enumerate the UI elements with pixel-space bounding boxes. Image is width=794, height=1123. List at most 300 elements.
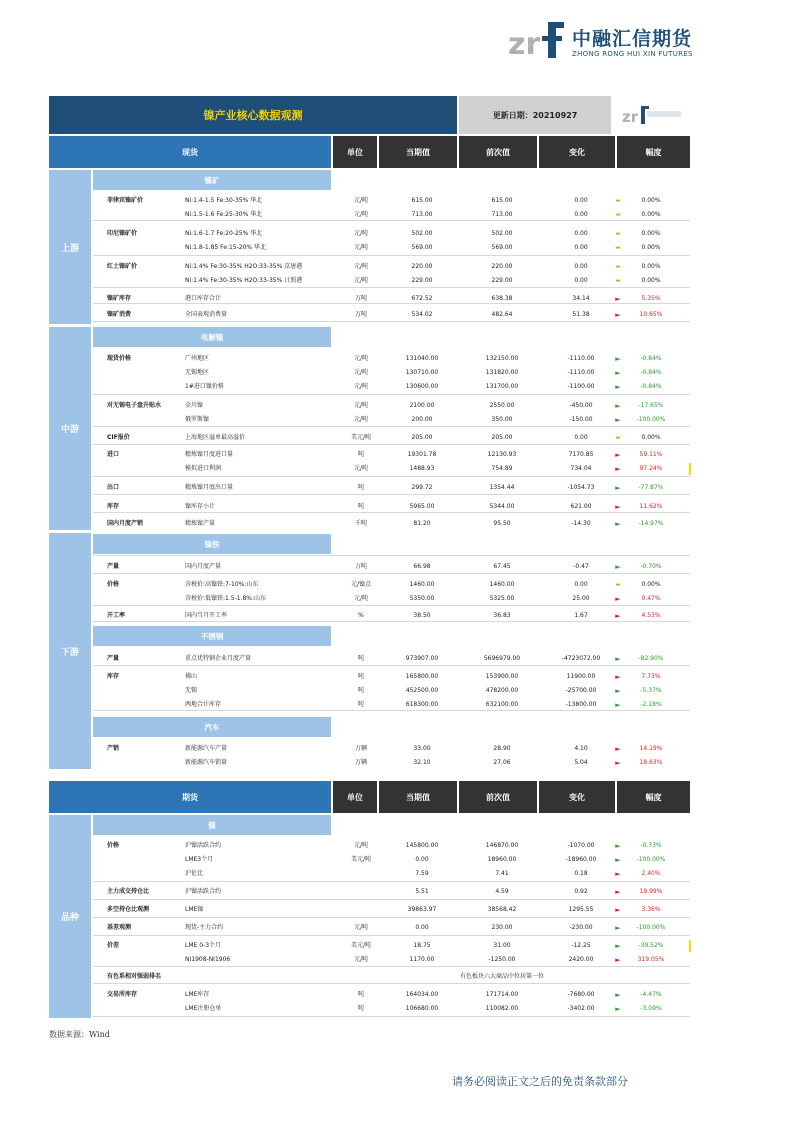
row-percent-change: -5.37% — [640, 687, 662, 694]
down-arrow-icon: ► — [615, 991, 621, 999]
row-change-value: 51.38 — [572, 311, 590, 318]
row-change-value: 0.00 — [574, 581, 588, 588]
row-previous-value: 5325.00 — [489, 595, 515, 602]
table-row — [93, 260, 690, 274]
row-category: 出口 — [107, 484, 120, 491]
row-category: 多空持仓比观测 — [107, 906, 150, 913]
spot-header-row — [49, 136, 690, 168]
row-change-value: -0.47 — [573, 563, 589, 570]
row-current-value: 165800.00 — [405, 673, 439, 680]
row-percent-change: 19.99% — [639, 888, 663, 895]
svg-text:zr: zr — [621, 108, 638, 126]
row-category: 产销 — [107, 745, 120, 752]
row-current-value: 1488.93 — [409, 465, 435, 472]
down-arrow-icon: ► — [615, 655, 621, 663]
table-row — [93, 578, 690, 592]
row-category: 开工率 — [107, 612, 126, 619]
row-current-value: 81.20 — [413, 520, 431, 527]
row-item: 模拟进口利润 — [185, 465, 222, 472]
row-percent-change: 59.11% — [639, 451, 663, 458]
down-arrow-icon: ► — [615, 416, 621, 424]
table-row — [93, 742, 690, 756]
futures-section-header: 期货 — [49, 781, 331, 813]
row-unit: 万吨 — [354, 295, 367, 302]
row-category: 菲律宾镍矿价 — [107, 197, 144, 204]
row-percent-change: 319.05% — [637, 956, 665, 963]
up-arrow-icon: ► — [615, 311, 621, 319]
row-divider — [93, 917, 690, 918]
row-note: 有色板块六大商品中位居第一位 — [459, 973, 544, 980]
row-change-value: -1054.73 — [567, 484, 595, 491]
row-unit: 元/吨 — [353, 230, 369, 237]
table-row — [93, 1002, 690, 1016]
row-previous-value: 95.50 — [493, 520, 511, 527]
sub-ferronickel: 镍铁 — [93, 534, 331, 554]
row-category: 基差观测 — [107, 924, 132, 931]
row-previous-value: 615.00 — [491, 197, 513, 204]
row-change-value: -14.30 — [571, 520, 591, 527]
row-divider — [93, 710, 690, 711]
row-percent-change: 0.00% — [641, 244, 661, 251]
row-previous-value: 5696979.00 — [483, 655, 521, 662]
sub-nickel: 镍 — [93, 815, 331, 835]
row-change-value: -1100.00 — [567, 383, 595, 390]
row-previous-value: 18960.00 — [487, 856, 517, 863]
row-current-value: 1170.00 — [409, 956, 435, 963]
table-row — [93, 227, 690, 241]
down-arrow-icon: ► — [615, 563, 621, 571]
down-arrow-icon: ► — [615, 484, 621, 492]
table-row — [93, 194, 690, 208]
row-current-value: 145800.00 — [405, 842, 439, 849]
row-unit: 元/吨 — [353, 244, 369, 251]
pct-header: 幅度 — [617, 136, 690, 168]
row-current-value: 38.50 — [413, 612, 431, 619]
row-previous-value: 638.38 — [491, 295, 513, 302]
flat-dash-icon: ▬ — [615, 582, 621, 588]
update-date: 更新日期：20210927 — [459, 96, 611, 134]
row-unit: % — [358, 612, 364, 619]
row-unit: 吨 — [357, 687, 364, 694]
row-current-value: 39863.97 — [407, 906, 437, 913]
row-current-value: 618300.00 — [405, 701, 439, 708]
row-change-value: -230.00 — [569, 924, 593, 931]
current-header: 当期值 — [379, 781, 457, 813]
row-category: 主力成交持仓比 — [107, 888, 150, 895]
row-current-value: 205.00 — [411, 434, 433, 441]
up-arrow-icon: ► — [615, 759, 621, 767]
row-change-value: 0.00 — [574, 230, 588, 237]
row-item: Ni:1.6-1.7 Fe:20-25% 华北 — [185, 230, 263, 237]
flat-dash-icon: ▬ — [615, 198, 621, 204]
row-item: 含税价:高镍铁:7-10%:山东 — [185, 581, 259, 588]
row-change-value: -7680.00 — [567, 991, 595, 998]
table-row — [93, 684, 690, 698]
row-previous-value: 171714.00 — [485, 991, 519, 998]
row-percent-change: 0.00% — [641, 434, 661, 441]
row-item: 沪镍活跃合约 — [185, 888, 222, 895]
table-row — [93, 970, 690, 984]
sub-auto: 汽车 — [93, 717, 331, 737]
row-item: 两地合计库存 — [185, 701, 222, 708]
down-arrow-icon: ► — [615, 383, 621, 391]
row-current-value: 220.00 — [411, 263, 433, 270]
row-change-value: 0.00 — [574, 244, 588, 251]
row-percent-change: 0.00% — [641, 197, 661, 204]
row-item: 新能源汽车产量 — [185, 745, 228, 752]
row-percent-change: -0.84% — [640, 383, 662, 390]
row-current-value: 106680.00 — [405, 1005, 439, 1012]
row-item: 全国表观消费量 — [185, 311, 228, 318]
row-previous-value: 36.83 — [493, 612, 511, 619]
row-unit: 万吨 — [354, 311, 367, 318]
flat-dash-icon: ▬ — [615, 245, 621, 251]
row-percent-change: 14.19% — [639, 745, 663, 752]
row-change-value: -13800.00 — [565, 701, 597, 708]
down-arrow-icon: ► — [615, 687, 621, 695]
row-item: LME镍 — [185, 906, 204, 913]
row-unit: 吨 — [357, 1005, 364, 1012]
row-item: LME库存 — [185, 991, 210, 998]
sub-ore: 镍矿 — [93, 170, 331, 190]
row-percent-change: -4.47% — [640, 991, 662, 998]
table-row — [93, 399, 690, 413]
row-category: 镍矿消费 — [107, 311, 132, 318]
row-divider — [93, 426, 690, 427]
row-divider — [93, 555, 690, 556]
row-previous-value: 131820.00 — [485, 369, 519, 376]
table-row — [93, 380, 690, 394]
row-unit: 元/吨 — [353, 924, 369, 931]
row-current-value: 502.00 — [411, 230, 433, 237]
row-current-value: 164034.00 — [405, 991, 439, 998]
row-percent-change: 0.00% — [641, 211, 661, 218]
row-percent-change: 3.36% — [641, 906, 661, 913]
row-unit: 吨 — [357, 451, 364, 458]
row-change-value: 0.00 — [574, 263, 588, 270]
row-current-value: 33.00 — [413, 745, 431, 752]
row-item: 含税价:低镍铁:1.5-1.8%:山东 — [185, 595, 267, 602]
unit-header: 单位 — [333, 136, 377, 168]
row-percent-change: 0.00% — [641, 230, 661, 237]
row-previous-value: 230.00 — [491, 924, 513, 931]
data-source: 数据来源：Wind — [49, 1030, 110, 1039]
down-arrow-icon: ► — [615, 1005, 621, 1013]
previous-header: 前次值 — [459, 136, 537, 168]
row-item: 俄罗斯镍 — [185, 416, 210, 423]
up-arrow-icon: ► — [615, 888, 621, 896]
row-unit: 元/吨 — [353, 197, 369, 204]
down-arrow-icon: ► — [615, 856, 621, 864]
row-divider — [93, 605, 690, 606]
row-previous-value: 205.00 — [491, 434, 513, 441]
row-change-value: 34.14 — [572, 295, 590, 302]
up-arrow-icon: ► — [615, 595, 621, 603]
row-divider — [93, 573, 690, 574]
row-item: LME注册仓单 — [185, 1005, 222, 1012]
row-percent-change: 2.40% — [641, 870, 661, 877]
row-change-value: 7170.85 — [568, 451, 594, 458]
row-current-value: 200.00 — [411, 416, 433, 423]
table-row — [93, 517, 690, 531]
row-previous-value: 2550.00 — [489, 402, 515, 409]
row-unit: 元/吨 — [353, 416, 369, 423]
row-category: 产量 — [107, 563, 120, 570]
row-unit: 元/吨 — [353, 263, 369, 270]
row-percent-change: -0.73% — [640, 842, 662, 849]
row-current-value: 713.00 — [411, 211, 433, 218]
row-percent-change: -0.84% — [640, 369, 662, 376]
row-previous-value: 27.06 — [493, 759, 511, 766]
spot-section-header: 现货 — [49, 136, 331, 168]
row-unit: 吨 — [357, 673, 364, 680]
row-category: 镍矿库存 — [107, 295, 132, 302]
group-variety: 品种 — [49, 815, 91, 1018]
row-unit: 吨 — [357, 484, 364, 491]
down-arrow-icon: ► — [615, 701, 621, 709]
highlight-marker — [689, 940, 691, 952]
company-logo — [508, 20, 698, 64]
flat-dash-icon: ▬ — [615, 231, 621, 237]
row-unit: 吨 — [357, 701, 364, 708]
row-previous-value: 110082.00 — [485, 1005, 519, 1012]
group-downstream: 下游 — [49, 533, 91, 769]
row-divider — [93, 494, 690, 495]
row-item: 国内当月开工率 — [185, 612, 228, 619]
row-current-value: 7.59 — [415, 870, 429, 877]
row-percent-change: -39.52% — [638, 942, 664, 949]
row-category: 价差 — [107, 942, 120, 949]
row-percent-change: 4.53% — [641, 612, 661, 619]
change-header: 变化 — [539, 136, 615, 168]
flat-dash-icon: ▬ — [615, 278, 621, 284]
row-previous-value: 1354.44 — [489, 484, 515, 491]
table-row — [93, 839, 690, 853]
futures-header-row — [49, 781, 690, 813]
down-arrow-icon: ► — [615, 369, 621, 377]
up-arrow-icon: ► — [615, 612, 621, 620]
row-item: 无锡地区 — [185, 369, 210, 376]
row-percent-change: -82.90% — [638, 655, 664, 662]
row-percent-change: -100.00% — [636, 856, 666, 863]
row-item: 精炼镍月度出口量 — [185, 484, 234, 491]
row-item: Ni:1.4-1.5 Fe:30-35% 华北 — [185, 197, 263, 204]
row-divider — [93, 444, 690, 445]
down-arrow-icon: ► — [615, 942, 621, 950]
row-percent-change: 0.00% — [641, 581, 661, 588]
up-arrow-icon: ► — [615, 956, 621, 964]
row-percent-change: -14.97% — [638, 520, 664, 527]
row-current-value: 534.02 — [411, 311, 433, 318]
logo-en-text: ZHONG RONG HUI XIN FUTURES — [572, 50, 693, 58]
row-item: 国内月度产量 — [185, 563, 222, 570]
row-previous-value: 31.00 — [493, 942, 511, 949]
row-divider — [93, 899, 690, 900]
row-percent-change: -77.87% — [638, 484, 664, 491]
table-row — [93, 652, 690, 666]
row-divider — [93, 935, 690, 936]
row-item: 港口库存合计 — [185, 295, 222, 302]
row-category: 价格 — [107, 581, 120, 588]
table-row — [93, 939, 690, 953]
row-change-value: 1295.55 — [568, 906, 594, 913]
row-change-value: 621.00 — [570, 503, 592, 510]
row-change-value: 4.10 — [574, 745, 588, 752]
row-percent-change: 0.00% — [641, 263, 661, 270]
table-row — [93, 462, 690, 476]
row-category: 对无锡电子盘升贴水 — [107, 402, 162, 409]
row-category: 红土镍矿价 — [107, 263, 138, 270]
row-percent-change: -3.09% — [640, 1005, 662, 1012]
row-unit: 万吨 — [354, 563, 367, 570]
logo-cn-text: 中融汇信期货 — [572, 28, 693, 50]
row-current-value: 2100.00 — [409, 402, 435, 409]
row-unit: 元/吨 — [353, 277, 369, 284]
flat-dash-icon: ▬ — [615, 212, 621, 218]
svg-text:zr: zr — [508, 27, 541, 60]
row-change-value: -1110.00 — [567, 369, 595, 376]
row-change-value: -150.00 — [569, 416, 593, 423]
row-change-value: 0.00 — [574, 211, 588, 218]
down-arrow-icon: ► — [615, 842, 621, 850]
row-divider — [93, 476, 690, 477]
row-previous-value: 502.00 — [491, 230, 513, 237]
row-category: CIF报价 — [107, 434, 130, 441]
row-previous-value: -1250.00 — [488, 956, 516, 963]
table-row — [93, 241, 690, 255]
row-change-value: -12.25 — [571, 942, 591, 949]
row-previous-value: 4.59 — [495, 888, 509, 895]
down-arrow-icon: ► — [615, 924, 621, 932]
flat-dash-icon: ▬ — [615, 264, 621, 270]
row-previous-value: 146870.00 — [485, 842, 519, 849]
row-previous-value: 12130.93 — [487, 451, 517, 458]
row-unit: 元/吨 — [353, 383, 369, 390]
row-previous-value: 67.45 — [493, 563, 511, 570]
row-unit: 元/吨 — [353, 355, 369, 362]
row-category: 产量 — [107, 655, 120, 662]
down-arrow-icon: ► — [615, 355, 621, 363]
row-change-value: -1110.00 — [567, 355, 595, 362]
row-divider — [93, 220, 690, 221]
zrf-logo-icon — [508, 20, 566, 60]
row-previous-value: 1460.00 — [489, 581, 515, 588]
row-current-value: 19301.78 — [407, 451, 437, 458]
row-unit: 美元/吨 — [350, 434, 372, 441]
row-current-value: 5965.00 — [409, 503, 435, 510]
row-item: NI1908-NI1906 — [185, 956, 231, 963]
row-percent-change: -2.18% — [640, 701, 662, 708]
row-item: 金川镍 — [185, 402, 204, 409]
row-unit: 千吨 — [354, 520, 367, 527]
row-change-value: 0.00 — [574, 197, 588, 204]
row-unit: 元/吨 — [353, 842, 369, 849]
row-percent-change: -0.84% — [640, 355, 662, 362]
row-unit: 万辆 — [354, 759, 367, 766]
row-percent-change: 0.00% — [641, 277, 661, 284]
row-item: 新能源汽车销量 — [185, 759, 228, 766]
row-previous-value: 350.00 — [491, 416, 513, 423]
table-row — [93, 352, 690, 366]
row-divider — [93, 287, 690, 288]
row-previous-value: 229.00 — [491, 277, 513, 284]
table-row — [93, 921, 690, 935]
table-row — [93, 592, 690, 606]
row-category: 进口 — [107, 451, 120, 458]
table-row — [93, 308, 690, 322]
current-header: 当期值 — [379, 136, 457, 168]
group-upstream: 上游 — [49, 170, 91, 324]
row-divider — [93, 255, 690, 256]
row-current-value: 131040.00 — [405, 355, 439, 362]
row-divider — [93, 321, 690, 322]
up-arrow-icon: ► — [615, 673, 621, 681]
pct-header: 幅度 — [617, 781, 690, 813]
row-item: LME3个月 — [185, 856, 214, 863]
row-change-value: 5.04 — [574, 759, 588, 766]
row-percent-change: -100.00% — [636, 924, 666, 931]
row-current-value: 973907.00 — [405, 655, 439, 662]
table-row — [93, 366, 690, 380]
row-change-value: -25700.00 — [565, 687, 597, 694]
row-category: 库存 — [107, 673, 120, 680]
row-change-value: -18960.00 — [565, 856, 597, 863]
unit-header: 单位 — [333, 781, 377, 813]
row-previous-value: 7.41 — [495, 870, 509, 877]
row-item: 现货-主力合约 — [185, 924, 224, 931]
row-divider — [93, 881, 690, 882]
row-percent-change: -17.65% — [638, 402, 664, 409]
row-percent-change: -0.70% — [640, 563, 662, 570]
row-item: 重点优特钢企业月度产量 — [185, 655, 252, 662]
row-previous-value: 38568.42 — [487, 906, 517, 913]
row-unit: 美元/吨 — [350, 942, 372, 949]
row-change-value: -450.00 — [569, 402, 593, 409]
up-arrow-icon: ► — [615, 503, 621, 511]
row-item: Ni:1.4% Fe:30-35% H2O:33-35% 日照港 — [185, 277, 303, 284]
row-percent-change: 7.73% — [641, 673, 661, 680]
previous-header: 前次值 — [459, 781, 537, 813]
row-percent-change: 18.63% — [639, 759, 663, 766]
row-unit: 吨 — [357, 503, 364, 510]
row-current-value: 66.98 — [413, 563, 431, 570]
row-current-value: 569.00 — [411, 244, 433, 251]
row-divider — [93, 1016, 690, 1017]
row-item: Ni:1.5-1.6 Fe:25-30% 华北 — [185, 211, 263, 218]
row-category: 价格 — [107, 842, 120, 849]
up-arrow-icon: ► — [615, 465, 621, 473]
row-unit: 美元/吨 — [350, 856, 372, 863]
down-arrow-icon: ► — [615, 402, 621, 410]
row-previous-value: 713.00 — [491, 211, 513, 218]
table-row — [93, 756, 690, 770]
row-current-value: 299.72 — [411, 484, 433, 491]
row-change-value: 0.92 — [574, 888, 588, 895]
row-unit: 元/吨 — [353, 465, 369, 472]
row-unit: 元/吨 — [353, 211, 369, 218]
row-current-value: 5350.00 — [409, 595, 435, 602]
row-current-value: 32.10 — [413, 759, 431, 766]
row-item: 镍库存小计 — [185, 503, 216, 510]
row-current-value: 615.00 — [411, 197, 433, 204]
row-item: 广州地区 — [185, 355, 210, 362]
row-divider — [93, 512, 690, 513]
row-change-value: -4723072.00 — [561, 655, 601, 662]
table-row — [93, 885, 690, 899]
row-item: 上海地区溢单最高溢价 — [185, 434, 246, 441]
row-unit: 元/吨 — [353, 595, 369, 602]
row-unit: 元/吨 — [353, 369, 369, 376]
